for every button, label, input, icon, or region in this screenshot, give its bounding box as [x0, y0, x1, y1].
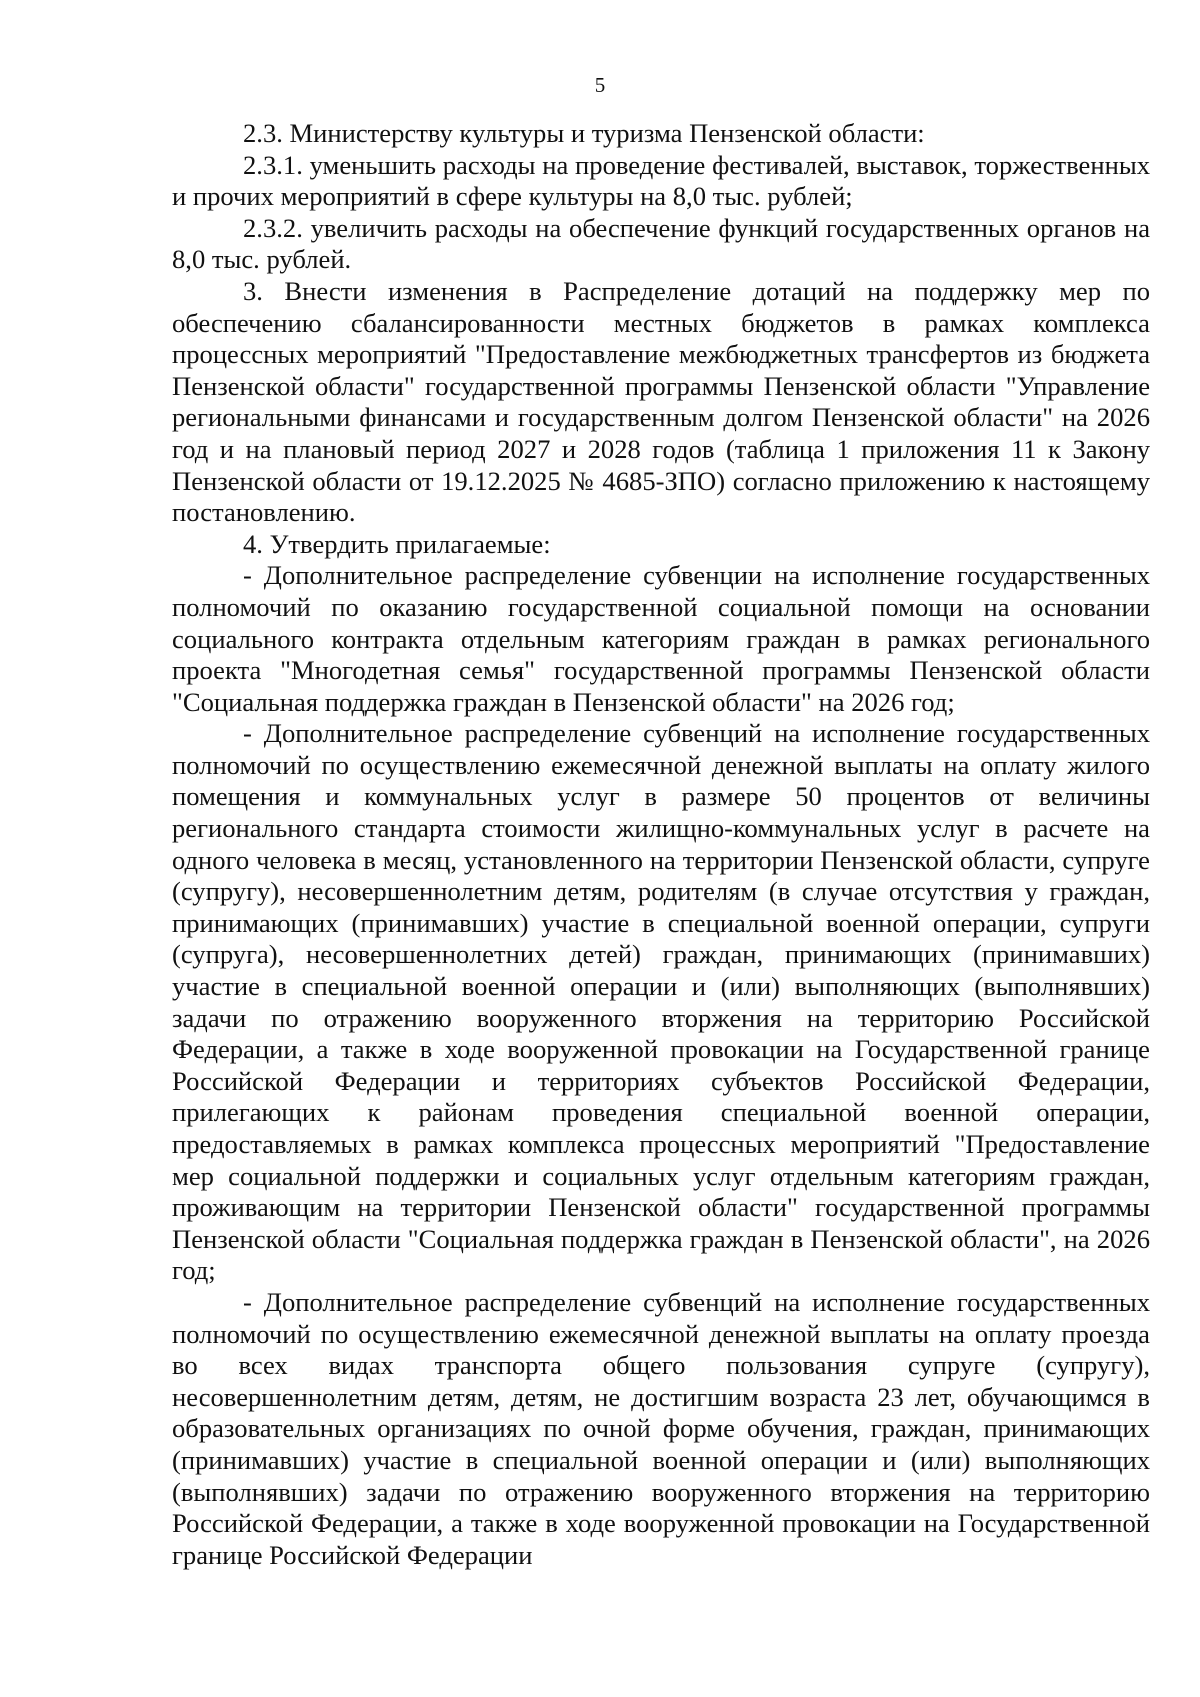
list-item-subvention-social-contract: - Дополнительное распределение субвенции на исполнение государственных полномочий по оказанию государственной социальной помощи на основании социального контракта отдельным категориям граждан в рамках регионального проекта "Многодетная семья" государственной программы Пензенской области "Социальная поддержка граждан в Пензенской области" на 2026 год; — [172, 560, 1150, 717]
paragraph-2-3-2: 2.3.2. увеличить расходы на обеспечение функций государственных органов на 8,0 тыс. рублей. — [172, 212, 1150, 275]
paragraph-2-3: 2.3. Министерству культуры и туризма Пензенской области: — [243, 118, 925, 148]
paragraph-4: 4. Утвердить прилагаемые: — [243, 528, 551, 559]
paragraph-2-3-1: 2.3.1. уменьшить расходы на проведение фестивалей, выставок, торжественных и прочих мероприятий в сфере культуры на 8,0 тыс. рублей; — [172, 149, 1150, 212]
list-item-subvention-transport-payment: - Дополнительное распределение субвенций на исполнение государственных полномочий по осуществлению ежемесячной денежной выплаты на оплату проезда во всех видах транспорта общего пользования супруге (супругу), несовершеннолетним детям, детям, не достигшим возраста 23 лет, обучающимся в образовательных организациях по очной форме обучения, граждан, принимающих (принимавших) участие в специальной военной операции и (или) выполняющих (выполнявших) задачи по отражению вооруженного вторжения на территорию Российской Федерации, а также в ходе вооруженной провокации на Государственной границе Российской Федерации — [172, 1286, 1150, 1570]
page-number: 5 — [594, 73, 606, 97]
document-body — [172, 118, 1150, 1571]
paragraph-3: 3. Внести изменения в Распределение дотаций на поддержку мер по обеспечению сбалансированности местных бюджетов в рамках комплекса процессных мероприятий "Предоставление межбюджетных трансфертов из бюджета Пензенской области" государственной программы Пензенской области "Управление региональными финансами и государственным долгом Пензенской области" на 2026 год и на плановый период 2027 и 2028 годов (таблица 1 приложения 11 к Закону Пензенской области от 19.12.2025 № 4685-ЗПО) согласно приложению к настоящему постановлению. — [172, 275, 1150, 528]
list-item-subvention-housing-payment: - Дополнительное распределение субвенций на исполнение государственных полномочий по осуществлению ежемесячной денежной выплаты на оплату жилого помещения и коммунальных услуг в размере 50 процентов от величины регионального стандарта стоимости жилищно-коммунальных услуг в расчете на одного человека в месяц, установленного на территории Пензенской области, супруге (супругу), несовершеннолетним детям, родителям (в случае отсутствия у граждан, принимающих (принимавших) участие в специальной военной операции, супруги (супруга), несовершеннолетних детей) граждан, принимающих (принимавших) участие в специальной военной операции и (или) выполняющих (выполнявших) задачи по отражению вооруженного вторжения на территорию Российской Федерации, а также в ходе вооруженной провокации на Государственной границе Российской Федерации и территориях субъектов Российской Федерации, прилегающих к районам проведения специальной военной операции, предоставляемых в рамках комплекса процессных мероприятий "Предоставление мер социальной поддержки и социальных услуг отдельным категориям граждан, проживающим на территории Пензенской области" государственной программы Пензенской области "Социальная поддержка граждан в Пензенской области", на 2026 год; — [172, 718, 1150, 1286]
